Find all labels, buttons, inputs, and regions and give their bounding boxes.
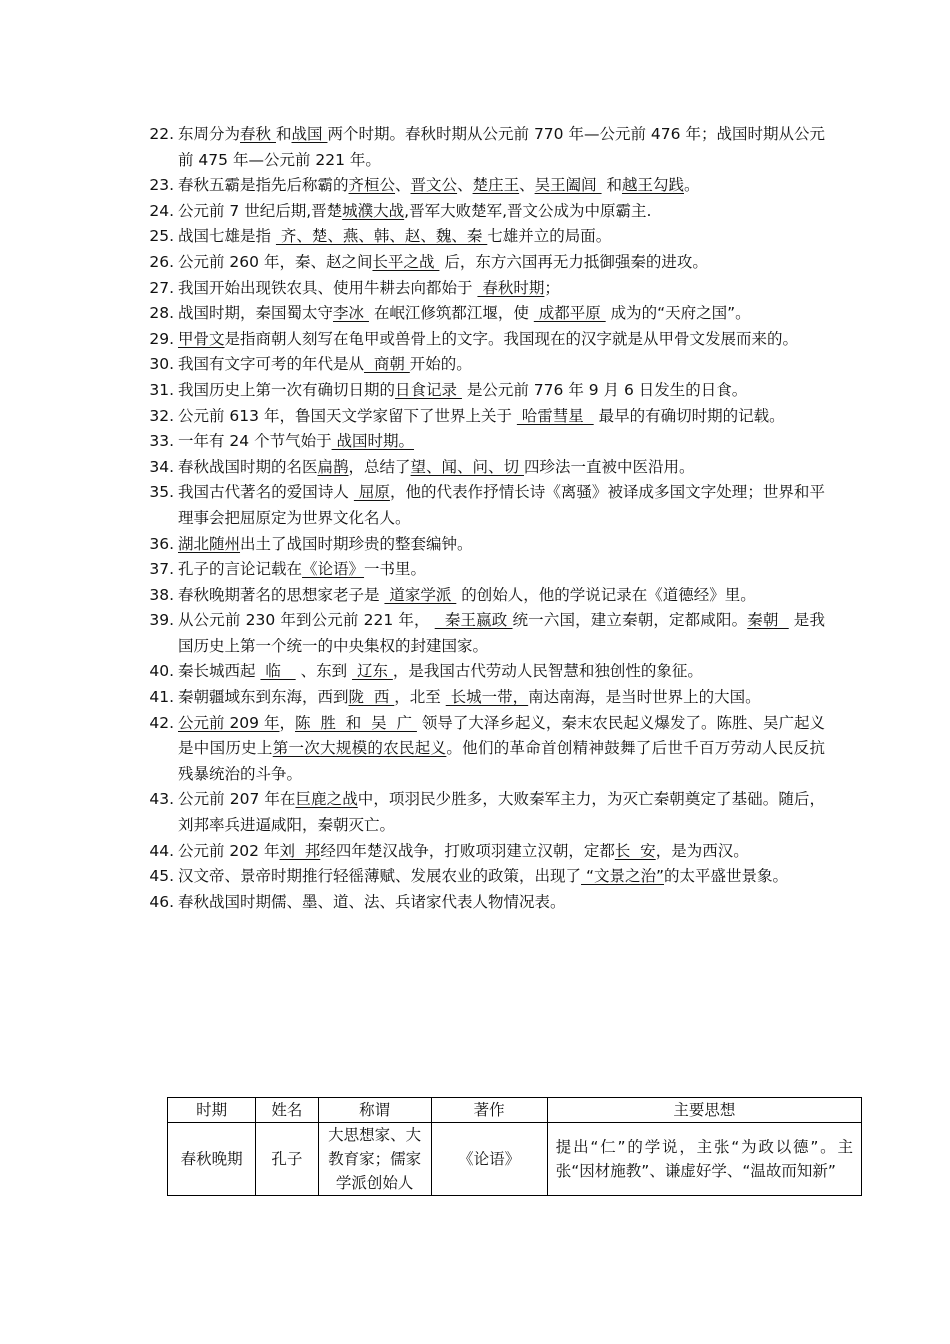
item-text-segment: 汉文帝、景帝时期推行轻徭薄赋、发展农业的政策，出现了 xyxy=(178,867,582,886)
item-text xyxy=(178,301,825,327)
answer-blank: 春秋时期 xyxy=(477,278,545,297)
item-text-segment: ，他的代表作抒情长诗《离骚》被译成多国文字处理；世界和平理事会把屈原定为世界文化名人。 xyxy=(178,483,825,527)
item-text-segment: ，是为西汉。 xyxy=(655,841,749,860)
item-text-segment: 南达南海，是当时世界上的大国。 xyxy=(528,688,761,707)
item-number: 39. xyxy=(149,611,174,630)
list-item xyxy=(140,250,825,276)
item-text-segment: 我国历史上第一次有确切日期的 xyxy=(178,380,396,399)
list-item xyxy=(140,199,825,225)
list-item xyxy=(140,404,825,430)
item-number: 41. xyxy=(149,688,174,707)
item-number: 38. xyxy=(149,585,174,604)
item-text xyxy=(178,352,825,378)
item-text-segment: 我国有文字可考的年代是从 xyxy=(178,355,365,374)
list-item xyxy=(140,557,825,583)
answer-blank: 越王勾践 xyxy=(621,176,684,195)
item-number: 46. xyxy=(149,892,174,911)
item-text xyxy=(178,608,825,659)
item-text-segment: 春秋五霸是指先后称霸的 xyxy=(178,176,349,195)
item-text xyxy=(178,429,825,455)
answer-blank: 秦朝 xyxy=(747,611,789,630)
item-text-segment: 公元前 207 年在 xyxy=(178,790,296,809)
document-body xyxy=(140,122,825,915)
answer-blank: 楚庄王 xyxy=(472,176,520,195)
item-text-segment: 秦长城西起 xyxy=(178,662,261,681)
list-item xyxy=(140,685,825,711)
item-number: 28. xyxy=(149,304,174,323)
item-text xyxy=(178,583,825,609)
item-text-segment: 和 xyxy=(275,125,292,143)
item-number: 25. xyxy=(149,227,174,246)
item-text xyxy=(178,276,825,302)
item-text xyxy=(178,199,825,225)
item-text-segment: 中，项羽民少胜多，大败秦军主力，为灭亡秦朝奠定了基础。随后，刘邦率兵进逼咸阳，秦朝灭亡。 xyxy=(178,790,825,835)
answer-blank: 道家学派 xyxy=(384,585,457,604)
item-text-segment: 经四年楚汉战争，打败项羽建立汉朝，定都 xyxy=(320,841,615,860)
item-number: 40. xyxy=(149,662,174,681)
list-item xyxy=(140,455,825,481)
item-text-segment: 是指商朝人刻写在龟甲或兽骨上的文字。我国现在的汉字就是从甲骨文发展而来的。 xyxy=(224,329,799,348)
item-text-segment: 的太平盛世景象。 xyxy=(664,867,789,886)
item-number: 26. xyxy=(149,252,174,271)
answer-blank: 陇 西 xyxy=(348,688,395,707)
item-text-segment: 东周分为 xyxy=(178,125,241,143)
item-text xyxy=(178,224,825,250)
item-number: 27. xyxy=(149,278,174,297)
answer-blank: 战国时期。 xyxy=(331,432,415,451)
list-item xyxy=(140,276,825,302)
list-item xyxy=(140,787,825,838)
item-text-segment: 出土了战国时期珍贵的整套编钟。 xyxy=(240,534,473,553)
answer-blank: 湖北随州 xyxy=(178,534,241,553)
answer-blank: 陈 胜 和 吴 广 xyxy=(295,713,417,732)
list-item xyxy=(140,711,825,788)
cell-work: 《论语》 xyxy=(431,1123,547,1196)
item-number: 44. xyxy=(149,841,174,860)
item-text-segment: 领导了大泽乡起义，秦末农民起义爆发了。陈胜、吴广起义是中国历史上 xyxy=(178,713,825,758)
answer-blank: 齐桓公 xyxy=(348,176,396,195)
item-text-segment: 是我国历史上第一个统一的中央集权的封建国家。 xyxy=(178,611,825,655)
item-text xyxy=(178,327,825,353)
list-item xyxy=(140,352,825,378)
list-item xyxy=(140,583,825,609)
item-number: 32. xyxy=(149,406,174,425)
item-text-segment: 的创始人，他的学说记录在《道德经》里。 xyxy=(456,585,756,604)
list-item xyxy=(140,122,825,173)
answer-blank: 刘 邦 xyxy=(279,841,321,860)
list-item xyxy=(140,839,825,865)
answer-blank: 吴王阖闾 xyxy=(534,176,602,195)
list-item xyxy=(140,864,825,890)
answer-blank: 甲骨文 xyxy=(178,329,225,348)
cell-name: 孔子 xyxy=(256,1123,318,1196)
list-item xyxy=(140,327,825,353)
item-text-segment: 一书里。 xyxy=(364,560,427,579)
item-text-segment: 统一六国，建立秦朝，定都咸阳。 xyxy=(512,611,748,630)
answer-blank: 日食记录 xyxy=(395,380,462,399)
item-text xyxy=(178,532,825,558)
item-text xyxy=(178,864,825,890)
header-title: 称谓 xyxy=(318,1098,431,1123)
item-number: 29. xyxy=(149,329,174,348)
answer-blank: 辽东 xyxy=(352,662,393,681)
item-text-segment: 战国时期，秦国蜀太守 xyxy=(178,304,334,323)
item-text xyxy=(178,480,825,531)
item-text-segment: 。 xyxy=(684,176,700,195)
answer-blank: 望、闻、问、切 xyxy=(410,457,524,476)
item-number: 43. xyxy=(149,790,174,809)
item-text-segment: 我国古代著名的爱国诗人 xyxy=(178,483,354,502)
item-text-segment: 后，东方六国再无力抵御强秦的进攻。 xyxy=(439,252,708,271)
answer-blank: 城濮大战 xyxy=(342,201,405,220)
item-number: 22. xyxy=(149,125,174,143)
item-text xyxy=(178,890,825,916)
item-text xyxy=(178,685,825,711)
item-text-segment: ，北至 xyxy=(394,688,446,707)
item-text-segment: 春秋战国时期的名医 xyxy=(178,457,318,476)
cell-thought: 提出“仁”的学说，主张“为政以德”。主张“因材施教”、谦虚好学、“温故而知新” xyxy=(547,1123,861,1196)
answer-blank: 临 xyxy=(260,662,296,681)
item-text-segment: 公元前 202 年 xyxy=(178,841,280,860)
item-text-segment: 两个时期。春秋时期从公元前 770 年—公元前 476 年；战国时期从公元前 475 年—公元前 221 年。 xyxy=(178,125,825,169)
list-item xyxy=(140,429,825,455)
item-text-segment: ,晋军大败楚军,晋文公成为中原霸主. xyxy=(404,201,652,220)
list-item xyxy=(140,480,825,531)
item-text xyxy=(178,404,825,430)
item-text-segment: 公元前 613 年，鲁国天文学家留下了世界上关于 xyxy=(178,406,517,425)
item-text-segment: 、东到 xyxy=(295,662,353,681)
item-text-segment: 和 xyxy=(601,176,622,195)
item-text xyxy=(178,455,825,481)
item-text-segment: 春秋晚期著名的思想家老子是 xyxy=(178,585,385,604)
item-text-segment: 成为的“天府之国”。 xyxy=(605,304,751,323)
item-text-segment: ，总结了 xyxy=(348,457,411,476)
header-work: 著作 xyxy=(431,1098,547,1123)
answer-blank: “文景之治” xyxy=(581,867,665,886)
list-item xyxy=(140,378,825,404)
item-number: 31. xyxy=(149,380,174,399)
list-item xyxy=(140,532,825,558)
item-text xyxy=(178,557,825,583)
answer-blank: 春秋 xyxy=(240,125,276,143)
answer-blank: 巨鹿之战 xyxy=(295,790,358,809)
item-text-segment: ， xyxy=(279,713,295,732)
header-period: 时期 xyxy=(168,1098,256,1123)
answer-blank: 第一次大规模的农民起义 xyxy=(272,739,447,758)
list-item xyxy=(140,224,825,250)
item-text-segment: 七雄并立的局面。 xyxy=(487,227,612,246)
item-number: 33. xyxy=(149,432,174,451)
item-text xyxy=(178,378,825,404)
item-text-segment: ，是我国古代劳动人民智慧和独创性的象征。 xyxy=(392,662,703,681)
answer-blank: 齐、楚、燕、韩、赵、魏、秦 xyxy=(275,227,488,246)
answer-blank: 长 安 xyxy=(614,841,656,860)
item-number: 30. xyxy=(149,355,174,374)
item-text-segment: ； xyxy=(544,278,560,297)
list-item xyxy=(140,608,825,659)
item-text xyxy=(178,839,825,865)
answer-blank: 扁鹊 xyxy=(317,457,349,476)
schools-table xyxy=(167,1097,862,1196)
answer-blank: 长城一带， xyxy=(445,688,529,707)
item-number: 23. xyxy=(149,176,174,195)
list-item xyxy=(140,301,825,327)
item-text-segment: 在岷江修筑都江堰，使 xyxy=(368,304,534,323)
item-number: 24. xyxy=(149,201,174,220)
item-text-segment: 开始的。 xyxy=(409,355,472,374)
item-text-segment: 一年有 24 个节气始于 xyxy=(178,432,332,451)
item-number: 35. xyxy=(149,483,174,502)
answer-blank: 成都平原 xyxy=(533,304,606,323)
item-text-segment: 、 xyxy=(519,176,535,195)
item-number: 34. xyxy=(149,457,174,476)
item-text xyxy=(178,787,825,838)
list-item xyxy=(140,890,825,916)
item-text-segment: 、 xyxy=(395,176,411,195)
answer-blank: 战国 xyxy=(291,125,328,143)
item-text-segment: 公元前 260 年，秦、赵之间 xyxy=(178,252,373,271)
item-text xyxy=(178,122,825,173)
header-thought: 主要思想 xyxy=(547,1098,861,1123)
cell-period: 春秋晚期 xyxy=(168,1123,256,1196)
item-number: 45. xyxy=(149,867,174,886)
item-text-segment: 四珍法一直被中医沿用。 xyxy=(523,457,695,476)
answer-blank: 哈雷彗星 xyxy=(516,406,594,425)
item-text-segment: 战国七雄是指 xyxy=(178,227,276,246)
item-text-segment: 、 xyxy=(457,176,473,195)
item-number: 37. xyxy=(149,560,174,579)
item-text-segment: 。他们的革命首创精神鼓舞了后世千百万劳动人民反抗残暴统治的斗争。 xyxy=(178,739,825,783)
item-text xyxy=(178,711,825,788)
answer-blank: 李冰 xyxy=(333,304,369,323)
item-text xyxy=(178,173,825,199)
item-text-segment: 是公元前 776 年 9 月 6 日发生的日食。 xyxy=(461,380,748,399)
cell-title: 大思想家、大教育家；儒家学派创始人 xyxy=(318,1123,431,1196)
answer-blank: 《论语》 xyxy=(302,560,365,579)
answer-blank: 商朝 xyxy=(364,355,410,374)
list-item xyxy=(140,173,825,199)
answer-blank: 晋文公 xyxy=(410,176,458,195)
list-item xyxy=(140,659,825,685)
item-number: 42. xyxy=(149,713,174,732)
answer-blank: 公元前 209 年 xyxy=(178,713,280,732)
item-text-segment: 春秋战国时期儒、墨、道、法、兵诸家代表人物情况表。 xyxy=(178,892,566,911)
item-text-segment: 我国开始出现铁农具、使用牛耕去向都始于 xyxy=(178,278,478,297)
item-text-segment: 最早的有确切时期的记载。 xyxy=(593,406,785,425)
answer-blank: 屈原 xyxy=(353,483,390,502)
item-number: 36. xyxy=(149,534,174,553)
item-text-segment: 公元前 7 世纪后期,晋楚 xyxy=(178,201,343,220)
table-row xyxy=(168,1123,862,1196)
item-text-segment: 孔子的言论记载在 xyxy=(178,560,303,579)
item-text xyxy=(178,250,825,276)
table-header-row xyxy=(168,1098,862,1123)
item-text-segment: 从公元前 230 年到公元前 221 年， xyxy=(178,611,435,630)
header-name: 姓名 xyxy=(256,1098,318,1123)
item-text xyxy=(178,659,825,685)
item-text-segment: 秦朝疆域东到东海，西到 xyxy=(178,688,349,707)
answer-blank: 长平之战 xyxy=(372,252,440,271)
answer-blank: 秦王嬴政 xyxy=(434,611,513,630)
